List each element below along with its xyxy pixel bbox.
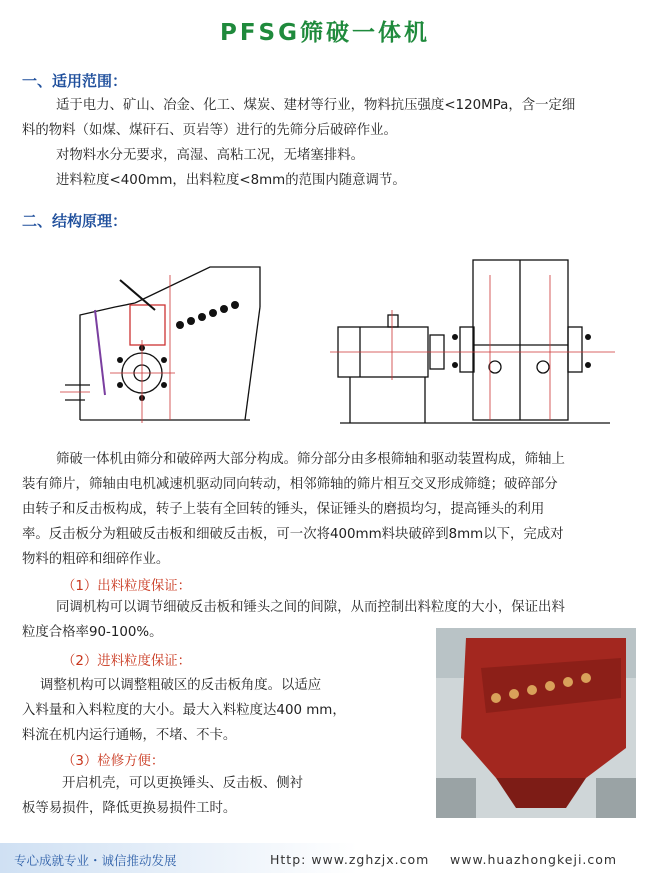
machine-photo [436,628,636,818]
scope-line-2: 料的物料（如煤、煤矸石、页岩等）进行的先筛分后破碎作业。 [22,123,397,138]
side-view-drawing [60,245,290,430]
item2-line-1: 调整机构可以调整粗破区的反击板角度。以适应 [40,678,322,693]
scope-line-1: 适于电力、矿山、冶金、化工、煤炭、建材等行业，物料抗压强度<120MPa，含一定细 [56,98,576,113]
footer-url-2[interactable]: www.huazhongkeji.com [450,852,618,867]
page-title: PFSG筛破一体机 [219,20,430,46]
item1-line-2: 粒度合格率90-100%。 [22,625,163,640]
scope-line-4: 进料粒度<400mm，出料粒度<8mm的范围内随意调节。 [56,173,406,188]
item3-line-1: 开启机壳，可以更换锤头、反击板、侧衬 [62,776,304,791]
item1-line-1: 同调机构可以调节细破反击板和锤头之间的间隙，从而控制出料粒度的大小，保证出料 [56,600,565,615]
scope-line-3: 对物料水分无要求，高湿、高粘工况，无堵塞排料。 [56,148,364,163]
front-view-drawing [330,255,620,430]
footer-slogan: 专心成就专业・诚信推动发展 [14,853,177,868]
item2-title: （2）进料粒度保证： [62,654,192,669]
structure-para-line-1: 筛破一体机由筛分和破碎两大部分构成。筛分部分由多根筛轴和驱动装置构成，筛轴上 [56,452,565,467]
footer-url-1[interactable]: Http: www.zghzjx.com [270,852,430,867]
item3-line-2: 板等易损件，降低更换易损件工时。 [22,801,237,816]
item1-title: （1）出料粒度保证： [62,579,192,594]
section-heading-structure: 二、结构原理： [22,212,128,230]
item3-title: （3）检修方便： [62,754,165,769]
structure-para-line-5: 物料的粗碎和细碎作业。 [22,552,170,567]
item2-line-3: 料流在机内运行通畅，不堵、不卡。 [22,728,237,743]
item2-line-2: 入料量和入料粒度的大小。最大入料粒度达400 mm， [22,703,346,718]
structure-para-line-2: 装有筛片，筛轴由电机减速机驱动同向转动，相邻筛轴的筛片相互交叉形成筛缝；破碎部分 [22,477,558,492]
structure-para-line-3: 由转子和反击板构成，转子上装有全回转的锤头，保证锤头的磨损均匀，提高锤头的利用 [22,502,545,517]
section-heading-scope: 一、适用范围： [22,72,128,90]
structure-para-line-4: 率。反击板分为粗破反击板和细破反击板，可一次将400mm料块破碎到8mm以下，完成对 [22,527,564,542]
